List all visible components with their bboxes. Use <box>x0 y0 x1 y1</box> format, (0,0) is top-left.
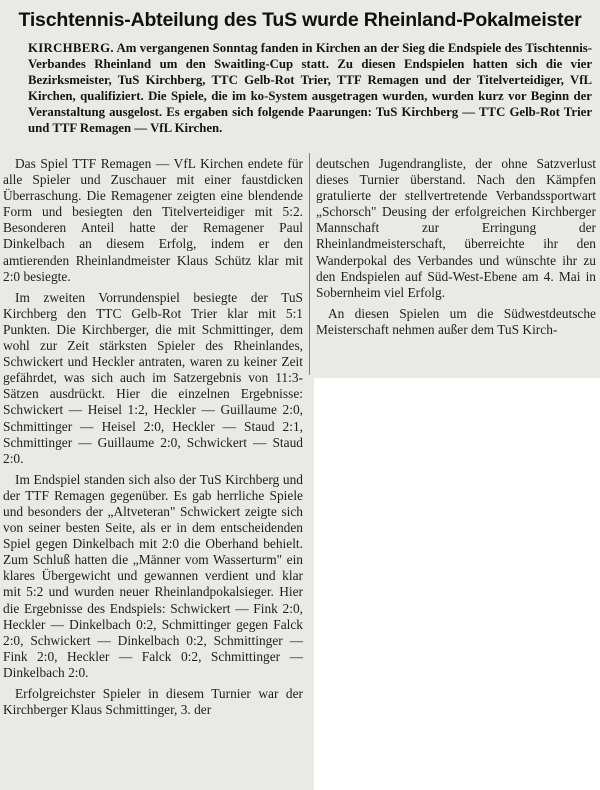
article-lead <box>28 40 592 136</box>
paragraph: deutschen Jugendrangliste, der ohne Satzverlust dieses Turnier überstand. Nach den Kämpfen gratulierte der stellvertretende Verbandssportwart „Schorsch" Deusing der erfolgreichen Kirchberger Mannschaft zur Erringung der Rheinlandmeisterschaft, überreichte ihr den Wanderpokal des Verbandes und wünschte ihr zu den Endspielen auf Süd-West-Ebene am 4. Mai in Sobernheim viel Erfolg. <box>316 156 596 300</box>
article-headline: Tischtennis-Abteilung des TuS wurde Rheinland-Pokalmeister <box>18 9 582 31</box>
lead-text: Am vergangenen Sonntag fanden in Kirchen an der Sieg die Endspiele des Tischtennis-Verbandes Rheinland um den Swaitling-Cup statt. Zu diesen Endspielen hatten sich die vier Bezirksmeister, TuS Kirchberg, TTC Gelb-Rot Trier, TTF Remagen und der Titelverteidiger, VfL Kirchen, qualifiziert. Die Spiele, die im ko-System ausgetragen wurden, wurden kurz vor Beginn der Veranstaltung ausgelost. Es ergaben sich folgende Paarungen: TuS Kirchberg — TTC Gelb-Rot Trier und TTF Remagen — VfL Kirchen. <box>28 41 592 135</box>
paragraph: Im zweiten Vorrundenspiel besiegte der TuS Kirchberg den TTC Gelb-Rot Trier klar mit 5:1 Punkten. Die Kirchberger, die mit Schmittinger, dem wohl zur Zeit stärksten Spieler des Rheinlandes, Schwickert und Heckler antraten, waren zu keiner Zeit gefährdet, was sich auch im Satzergebnis von 11:3-Sätzen ausdrückt. Hier die einzelnen Ergebnisse: Schwickert — Heisel 1:2, Heckler — Guillaume 2:0, Schmittinger — Heisel 2:0, Heckler — Staud 2:1, Schmittinger — Guillaume 2:0, Schwickert — Staud 2:0. <box>3 289 303 466</box>
paragraph: Erfolgreichster Spieler in diesem Turnier war der Kirchberger Klaus Schmittinger, 3. der <box>3 686 303 718</box>
left-column <box>3 156 303 723</box>
paragraph: An diesen Spielen um die Südwestdeutsche Meisterschaft nehmen außer dem TuS Kirch- <box>316 305 596 337</box>
dateline: KIRCHBERG. <box>28 41 114 55</box>
right-column <box>316 156 596 343</box>
paragraph: Das Spiel TTF Remagen — VfL Kirchen endete für alle Spieler und Zuschauer mit einer faustdicken Überraschung. Die Remagener zeigten eine blendende Form und besiegten den Titelverteidiger mit 5:2. Besonderen Anteil hatte der Remagener Paul Dinkelbach an diesem Erfolg, indem er den amtierenden Rheinlandmeister Klaus Schütz klar mit 2:0 besiegte. <box>3 156 303 284</box>
paragraph: Im Endspiel standen sich also der TuS Kirchberg und der TTF Remagen gegenüber. Es gab herrliche Spiele und besonders der „Altveteran" Schwickert zeigte sich von seiner besten Seite, als er in dem entscheidenden Spiel gegen Dinkelbach mit 2:0 die Oberhand behielt. Zum Schluß hatten die „Männer vom Wasserturm" ein klares Übergewicht und gewannen verdient und klar mit 5:2 und wurden neuer Rheinlandpokalsieger. Hier die Ergebnisse des Endspiels: Schwickert — Fink 2:0, Heckler — Dinkelbach 0:2, Schmittinger gegen Falck 2:0, Schwickert — Dinkelbach 0:2, Schmittinger — Fink 2:0, Heckler — Falck 0:2, Schmittinger — Dinkelbach 2:0. <box>3 471 303 680</box>
column-divider <box>309 153 310 375</box>
